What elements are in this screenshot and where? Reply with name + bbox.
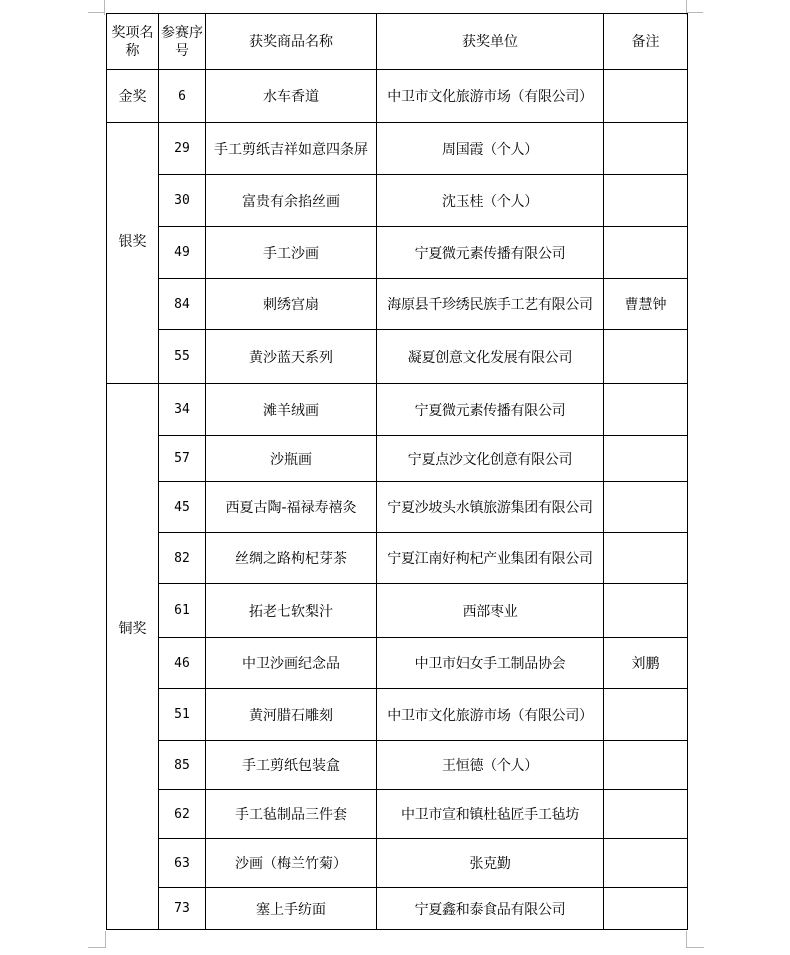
- unit-cell: 王恒德（个人）: [377, 741, 604, 790]
- unit-cell: 中卫市文化旅游市场（有限公司）: [377, 70, 604, 123]
- seq-cell: 30: [159, 175, 206, 227]
- remark-cell: [604, 227, 688, 279]
- header-product: 获奖商品名称: [206, 14, 377, 70]
- remark-cell: [604, 839, 688, 888]
- unit-cell: 宁夏点沙文化创意有限公司: [377, 436, 604, 482]
- product-cell: 富贵有余掐丝画: [206, 175, 377, 227]
- product-cell: 西夏古陶-福禄寿禧灸: [206, 482, 377, 533]
- product-cell: 中卫沙画纪念品: [206, 638, 377, 689]
- page-corner-mark-top-right-h: [686, 12, 703, 13]
- table-row: [107, 689, 688, 741]
- seq-cell: 34: [159, 384, 206, 436]
- seq-cell: 51: [159, 689, 206, 741]
- seq-cell: 73: [159, 888, 206, 930]
- header-award: 奖项名称: [107, 14, 159, 70]
- seq-cell: 46: [159, 638, 206, 689]
- unit-cell: 中卫市文化旅游市场（有限公司）: [377, 689, 604, 741]
- table-row: [107, 638, 688, 689]
- product-cell: 手工剪纸吉祥如意四条屏: [206, 123, 377, 175]
- unit-cell: 宁夏江南好枸杞产业集团有限公司: [377, 533, 604, 584]
- unit-cell: 凝夏创意文化发展有限公司: [377, 330, 604, 384]
- product-cell: 沙瓶画: [206, 436, 377, 482]
- header-seq: 参赛序号: [159, 14, 206, 70]
- product-cell: 刺绣宫扇: [206, 279, 377, 330]
- seq-cell: 61: [159, 584, 206, 638]
- award-cell-silver: 银奖: [107, 123, 159, 384]
- seq-cell: 82: [159, 533, 206, 584]
- remark-cell: [604, 888, 688, 930]
- product-cell: 沙画（梅兰竹菊）: [206, 839, 377, 888]
- product-cell: 手工剪纸包装盒: [206, 741, 377, 790]
- table-row: [107, 436, 688, 482]
- seq-cell: 84: [159, 279, 206, 330]
- remark-cell: 曹慧钟: [604, 279, 688, 330]
- product-cell: 拓老七软梨汁: [206, 584, 377, 638]
- table-row: [107, 584, 688, 638]
- page-corner-mark-top-left-h: [88, 12, 105, 13]
- remark-cell: [604, 584, 688, 638]
- product-cell: 塞上手纺面: [206, 888, 377, 930]
- table-row: [107, 533, 688, 584]
- unit-cell: 张克勤: [377, 839, 604, 888]
- unit-cell: 周国霞（个人）: [377, 123, 604, 175]
- remark-cell: [604, 482, 688, 533]
- header-row: [107, 14, 688, 70]
- unit-cell: 海原县千珍绣民族手工艺有限公司: [377, 279, 604, 330]
- table-row: [107, 839, 688, 888]
- remark-cell: [604, 436, 688, 482]
- remark-cell: [604, 384, 688, 436]
- header-unit: 获奖单位: [377, 14, 604, 70]
- remark-cell: [604, 689, 688, 741]
- remark-cell: [604, 70, 688, 123]
- seq-cell: 62: [159, 790, 206, 839]
- remark-cell: [604, 741, 688, 790]
- product-cell: 黄沙蓝天系列: [206, 330, 377, 384]
- page-corner-mark-bottom-left: [88, 931, 106, 948]
- seq-cell: 49: [159, 227, 206, 279]
- product-cell: 手工沙画: [206, 227, 377, 279]
- table-row: [107, 790, 688, 839]
- remark-cell: [604, 790, 688, 839]
- unit-cell: 中卫市妇女手工制品协会: [377, 638, 604, 689]
- seq-cell: 85: [159, 741, 206, 790]
- seq-cell: 6: [159, 70, 206, 123]
- table-row: [107, 888, 688, 930]
- award-cell-gold: 金奖: [107, 70, 159, 123]
- remark-cell: [604, 330, 688, 384]
- unit-cell: 宁夏沙坡头水镇旅游集团有限公司: [377, 482, 604, 533]
- table-row: [107, 175, 688, 227]
- seq-cell: 55: [159, 330, 206, 384]
- header-remark: 备注: [604, 14, 688, 70]
- unit-cell: 宁夏微元素传播有限公司: [377, 384, 604, 436]
- award-cell-bronze: 铜奖: [107, 384, 159, 930]
- awards-table: [106, 13, 688, 930]
- remark-cell: 刘鹏: [604, 638, 688, 689]
- seq-cell: 29: [159, 123, 206, 175]
- table-row: [107, 741, 688, 790]
- page-corner-mark-bottom-right: [686, 931, 704, 948]
- unit-cell: 宁夏鑫和泰食品有限公司: [377, 888, 604, 930]
- product-cell: 滩羊绒画: [206, 384, 377, 436]
- unit-cell: 沈玉桂（个人）: [377, 175, 604, 227]
- unit-cell: 西部枣业: [377, 584, 604, 638]
- table-row: [107, 279, 688, 330]
- product-cell: 手工毡制品三件套: [206, 790, 377, 839]
- table-row: [107, 70, 688, 123]
- remark-cell: [604, 175, 688, 227]
- table-row: [107, 330, 688, 384]
- unit-cell: 中卫市宣和镇杜毡匠手工毡坊: [377, 790, 604, 839]
- product-cell: 黄河腊石雕刻: [206, 689, 377, 741]
- unit-cell: 宁夏微元素传播有限公司: [377, 227, 604, 279]
- table-row: [107, 123, 688, 175]
- seq-cell: 45: [159, 482, 206, 533]
- seq-cell: 63: [159, 839, 206, 888]
- table-row: [107, 482, 688, 533]
- table-row: [107, 227, 688, 279]
- remark-cell: [604, 533, 688, 584]
- seq-cell: 57: [159, 436, 206, 482]
- table-row: [107, 384, 688, 436]
- remark-cell: [604, 123, 688, 175]
- product-cell: 丝绸之路枸杞芽茶: [206, 533, 377, 584]
- product-cell: 水车香道: [206, 70, 377, 123]
